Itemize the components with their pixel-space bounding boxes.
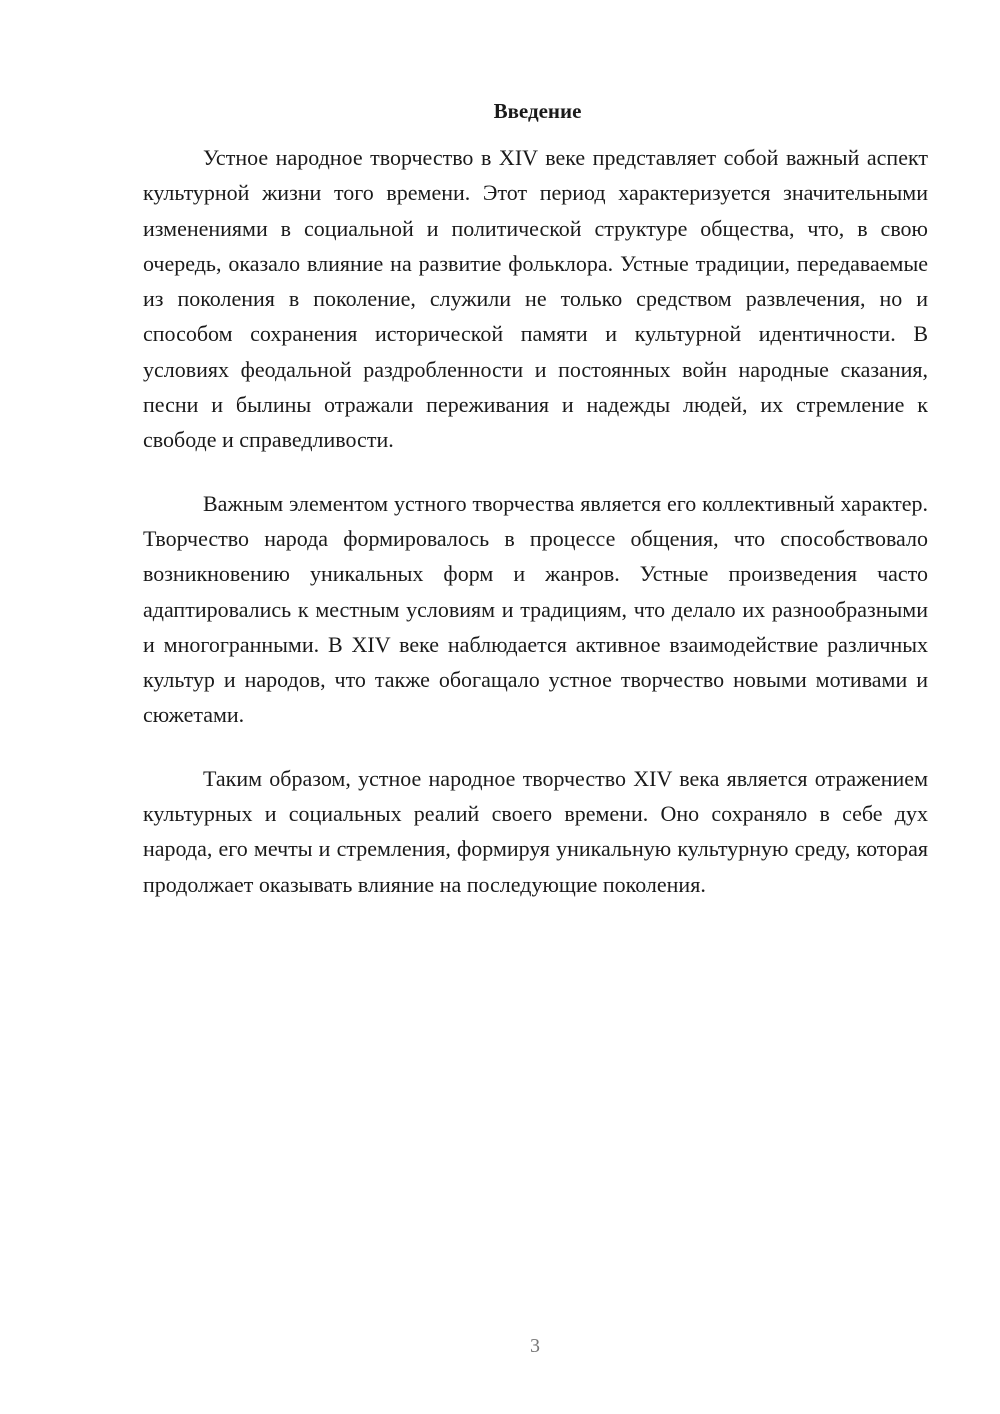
paragraph-3: Таким образом, устное народное творчество XIV века является отражением культурных и социальных реалий своего времени. Оно сохраняло в себе дух народа, его мечты и стремления, формируя уникальную культурную среду, которая продолжает оказывать влияние на последующие поколения.	[143, 765, 928, 897]
paragraph-2: Важным элементом устного творчества является его коллективный характер. Творчество народа формировалось в процессе общения, что способствовало возникновению уникальных форм и жанров. Устные произведения часто адаптировались к местным условиям и традициям, что делало их разнообразными и многогранными. В XIV веке наблюдается активное взаимодействие различных культур и народов, что также обогащало устное творчество новыми мотивами и сюжетами.	[143, 490, 928, 728]
page-content	[143, 96, 928, 930]
page-number: 3	[530, 1335, 540, 1357]
paragraph-1: Устное народное творчество в XIV веке представляет собой важный аспект культурной жизни того времени. Этот период характеризуется значительными изменениями в социальной и политической структуре общества, что, в свою очередь, оказало влияние на развитие фольклора. Устные традиции, передаваемые из поколения в поколение, служили не только средством развлечения, но и способом сохранения исторической памяти и культурной идентичности. В условиях феодальной раздробленности и постоянных войн народные сказания, песни и былины отражали переживания и надежды людей, их стремление к свободе и справедливости.	[143, 145, 928, 453]
section-title: Введение	[493, 99, 582, 123]
